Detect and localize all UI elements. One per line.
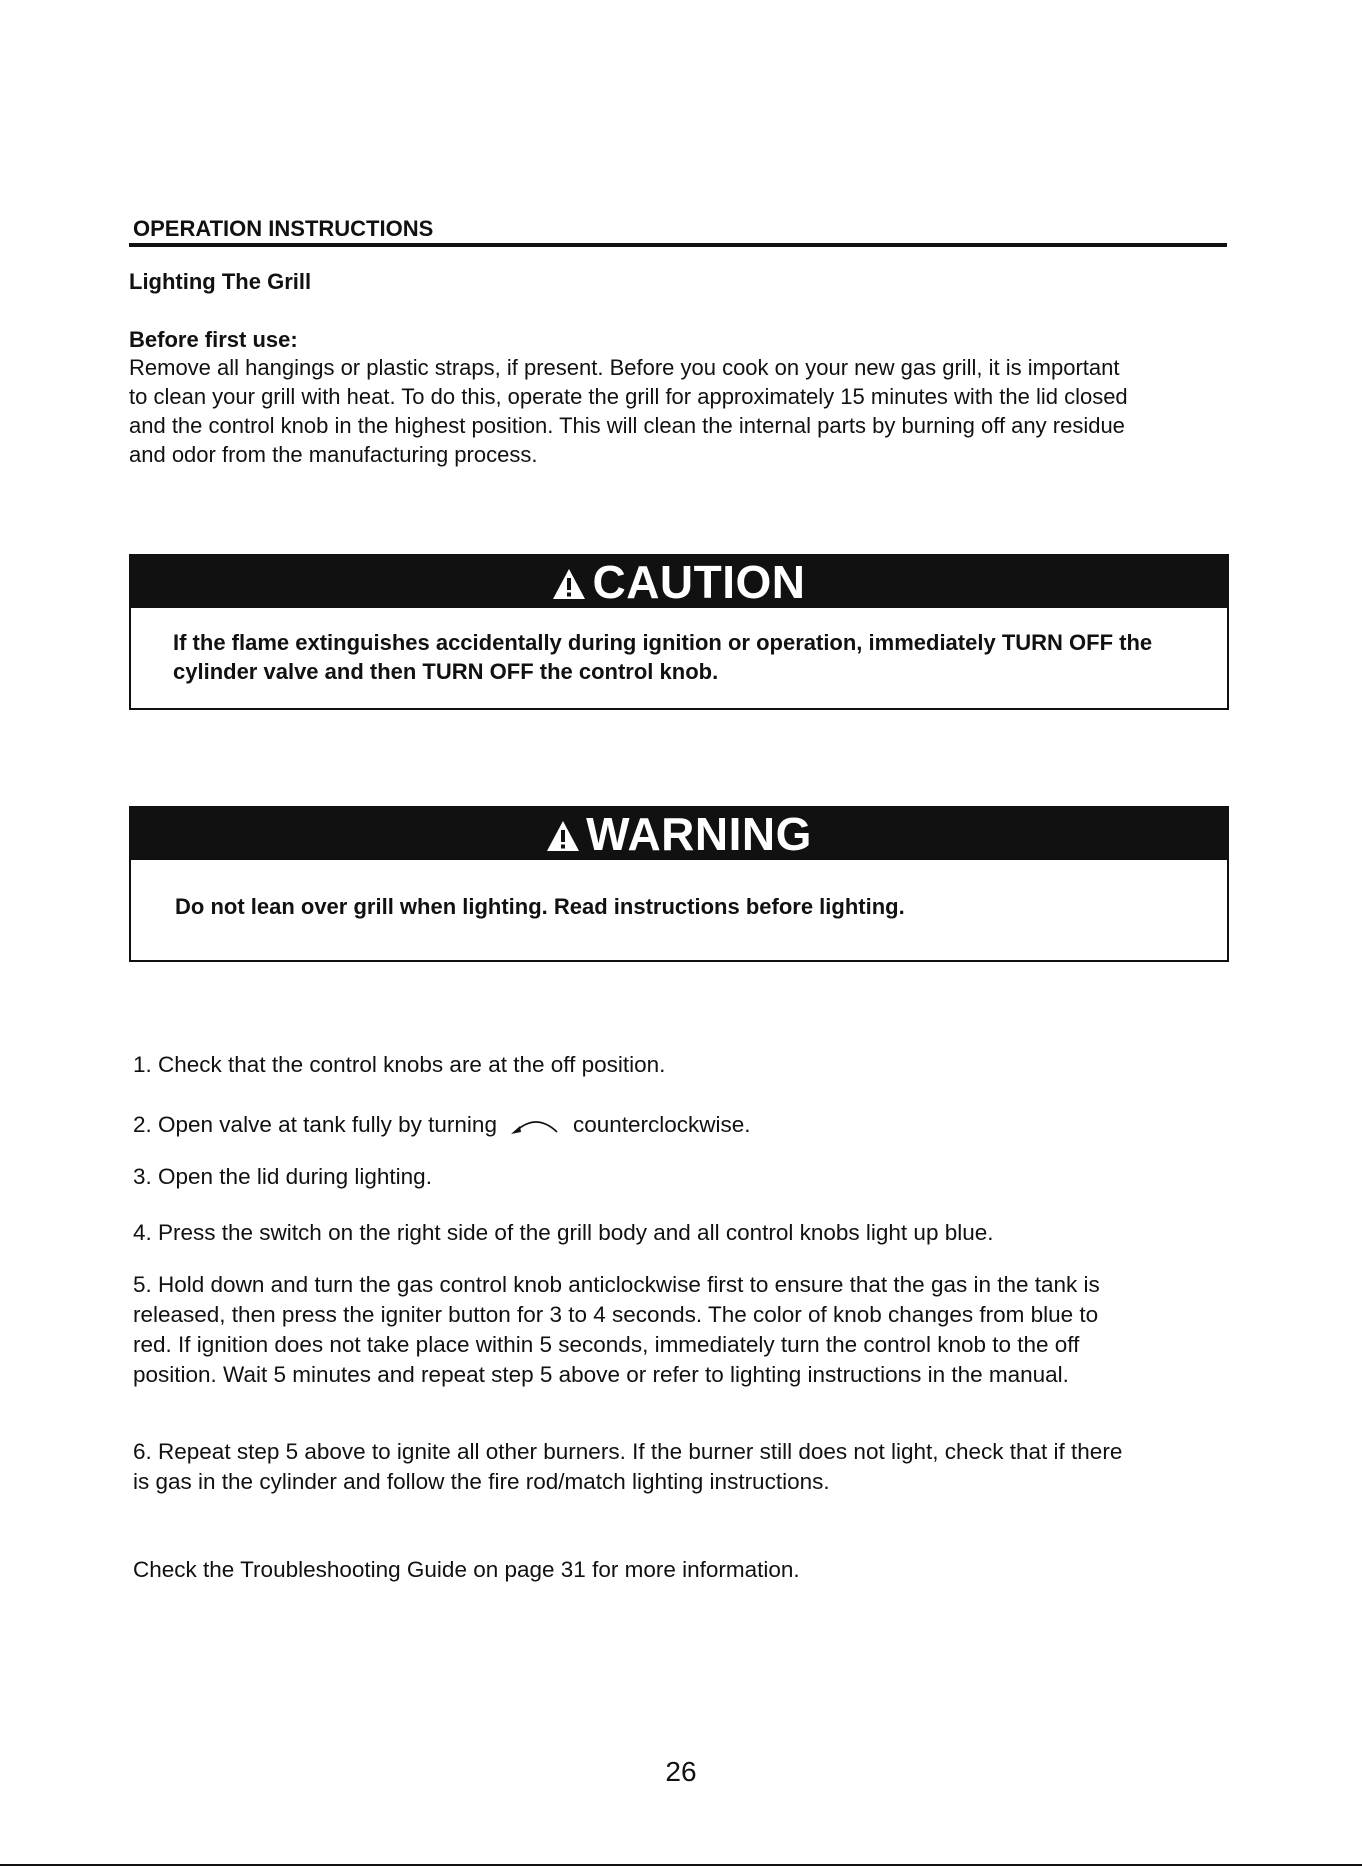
text-line: If the flame extinguishes accidentally during ignition or operation, immediately TURN OFF the [173,630,1153,655]
counterclockwise-arrow-icon [509,1114,563,1136]
step-line: red. If ignition does not take place within 5 seconds, immediately turn the control knob to the off [133,1332,1080,1357]
step-4 [133,1218,994,1248]
step-line: released, then press the igniter button for 3 to 4 seconds. The color of knob changes from blue to [133,1302,1099,1327]
before-first-use-text [129,353,1239,469]
warning-text [131,860,1227,921]
step-line: 1. Check that the control knobs are at the off position. [133,1052,666,1077]
step-2 [133,1110,751,1140]
step-line: 3. Open the lid during lighting. [133,1164,432,1189]
caution-header [131,556,1227,608]
step-2-text: 2. Open valve at tank fully by turning [133,1112,497,1137]
warning-label: WARNING [586,808,812,860]
step-line: position. Wait 5 minutes and repeat step 5 above or refer to lighting instructions in the manual. [133,1362,1069,1387]
caution-text [131,608,1227,686]
section-header [129,216,1227,247]
before-first-use-heading: Before first use: [129,327,298,352]
text-line: Remove all hangings or plastic straps, if present. Before you cook on your new gas grill, it is important [129,355,1120,380]
section-title: OPERATION INSTRUCTIONS [133,216,434,241]
page-subtitle: Lighting The Grill [129,269,312,294]
step-3 [133,1162,432,1192]
step-line: 6. Repeat step 5 above to ignite all other burners. If the burner still does not light, check that if there [133,1439,1123,1464]
step-5 [133,1270,1100,1390]
warning-header [131,808,1227,860]
troubleshooting-note: Check the Troubleshooting Guide on page 31 for more information. [133,1557,800,1582]
text-line: Do not lean over grill when lighting. Read instructions before lighting. [175,894,905,919]
caution-label: CAUTION [592,556,806,608]
step-2-direction: counterclockwise. [572,1112,751,1137]
text-line: to clean your grill with heat. To do this, operate the grill for approximately 15 minutes with the lid closed [129,384,1128,409]
text-line: cylinder valve and then TURN OFF the control knob. [173,659,719,684]
step-line: is gas in the cylinder and follow the fire rod/match lighting instructions. [133,1469,830,1494]
text-line: and the control knob in the highest position. This will clean the internal parts by burning off any residue [129,413,1125,438]
step-6 [133,1437,1122,1497]
warning-triangle-icon [552,567,586,601]
text-line: and odor from the manufacturing process. [129,442,538,467]
step-1 [133,1050,665,1080]
step-line: 5. Hold down and turn the gas control knob anticlockwise first to ensure that the gas in the tank is [133,1272,1100,1297]
page-number: 26 [665,1756,697,1787]
warning-box [129,806,1229,962]
step-line: 4. Press the switch on the right side of the grill body and all control knobs light up blue. [133,1220,994,1245]
warning-triangle-icon [546,819,580,853]
caution-box [129,554,1229,710]
